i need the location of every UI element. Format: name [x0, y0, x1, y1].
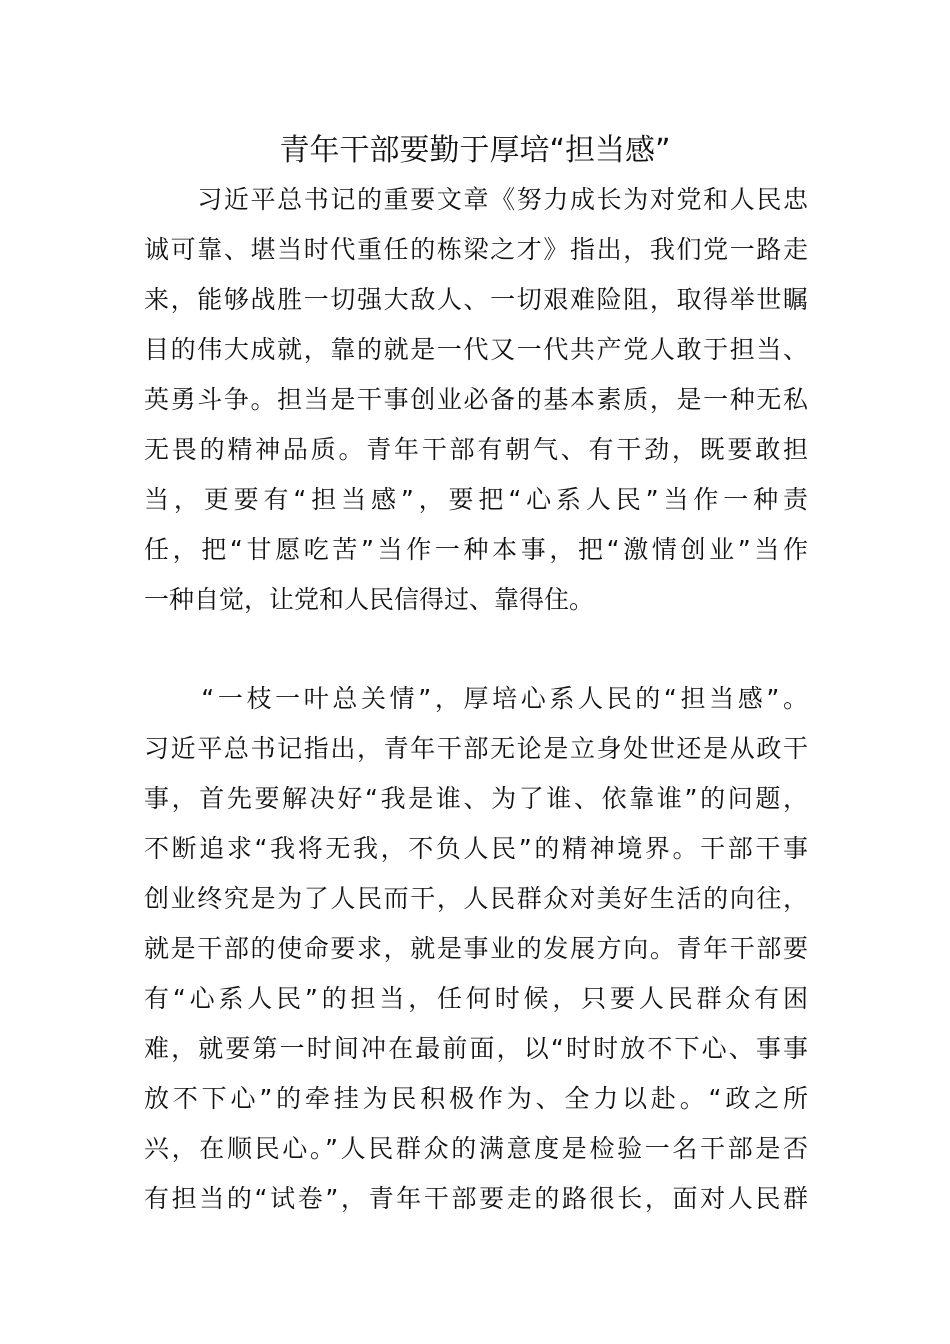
paragraph-line: 来，能够战胜一切强大敌人、一切艰难险阻，取得举世瞩	[144, 285, 808, 314]
paragraph-line: 兴，在顺民心。”人民群众的满意度是检验一名干部是否	[144, 1134, 808, 1163]
paragraph-line: 当，更要有“担当感”，要把“心系人民”当作一种责	[144, 485, 808, 514]
paragraph-line: 事，首先要解决好“我是谁、为了谁、依靠谁”的问题，	[144, 784, 808, 813]
paragraph-line: 难，就要第一时间冲在最前面，以“时时放不下心、事事	[144, 1034, 808, 1063]
paragraph-line: 有“心系人民”的担当，任何时候，只要人民群众有困	[144, 984, 808, 1013]
paragraph-1	[144, 175, 808, 625]
paragraph-line: 习近平总书记指出，青年干部无论是立身处世还是从政干	[144, 734, 808, 763]
paragraph-line: 一种自觉，让党和人民信得过、靠得住。	[144, 585, 595, 614]
paragraph-line: 目的伟大成就，靠的就是一代又一代共产党人敢于担当、	[144, 335, 808, 364]
paragraph-line: 创业终究是为了人民而干，人民群众对美好生活的向往，	[144, 884, 808, 913]
paragraph-line: 不断追求“我将无我，不负人民”的精神境界。干部干事	[144, 834, 808, 863]
paragraph-2	[144, 674, 808, 1224]
paragraph-line: 放不下心”的牵挂为民积极作为、全力以赴。“政之所	[144, 1084, 808, 1113]
paragraph-line: 诚可靠、堪当时代重任的栋梁之才》指出，我们党一路走	[144, 235, 808, 264]
paragraph-line: 就是干部的使命要求，就是事业的发展方向。青年干部要	[144, 934, 808, 963]
paragraph-line: 无畏的精神品质。青年干部有朝气、有干劲，既要敢担	[144, 435, 808, 464]
paragraph-line: 习近平总书记的重要文章《努力成长为对党和人民忠	[144, 185, 808, 214]
paragraph-line: 有担当的“试卷”，青年干部要走的路很长，面对人民群	[144, 1184, 808, 1213]
document-title: 青年干部要勤于厚培“担当感”	[279, 133, 671, 168]
paragraph-line: “一枝一叶总关情”，厚培心系人民的“担当感”。	[144, 684, 808, 713]
paragraph-line: 任，把“甘愿吃苦”当作一种本事，把“激情创业”当作	[144, 535, 808, 564]
paragraph-line: 英勇斗争。担当是干事创业必备的基本素质，是一种无私	[144, 385, 808, 414]
